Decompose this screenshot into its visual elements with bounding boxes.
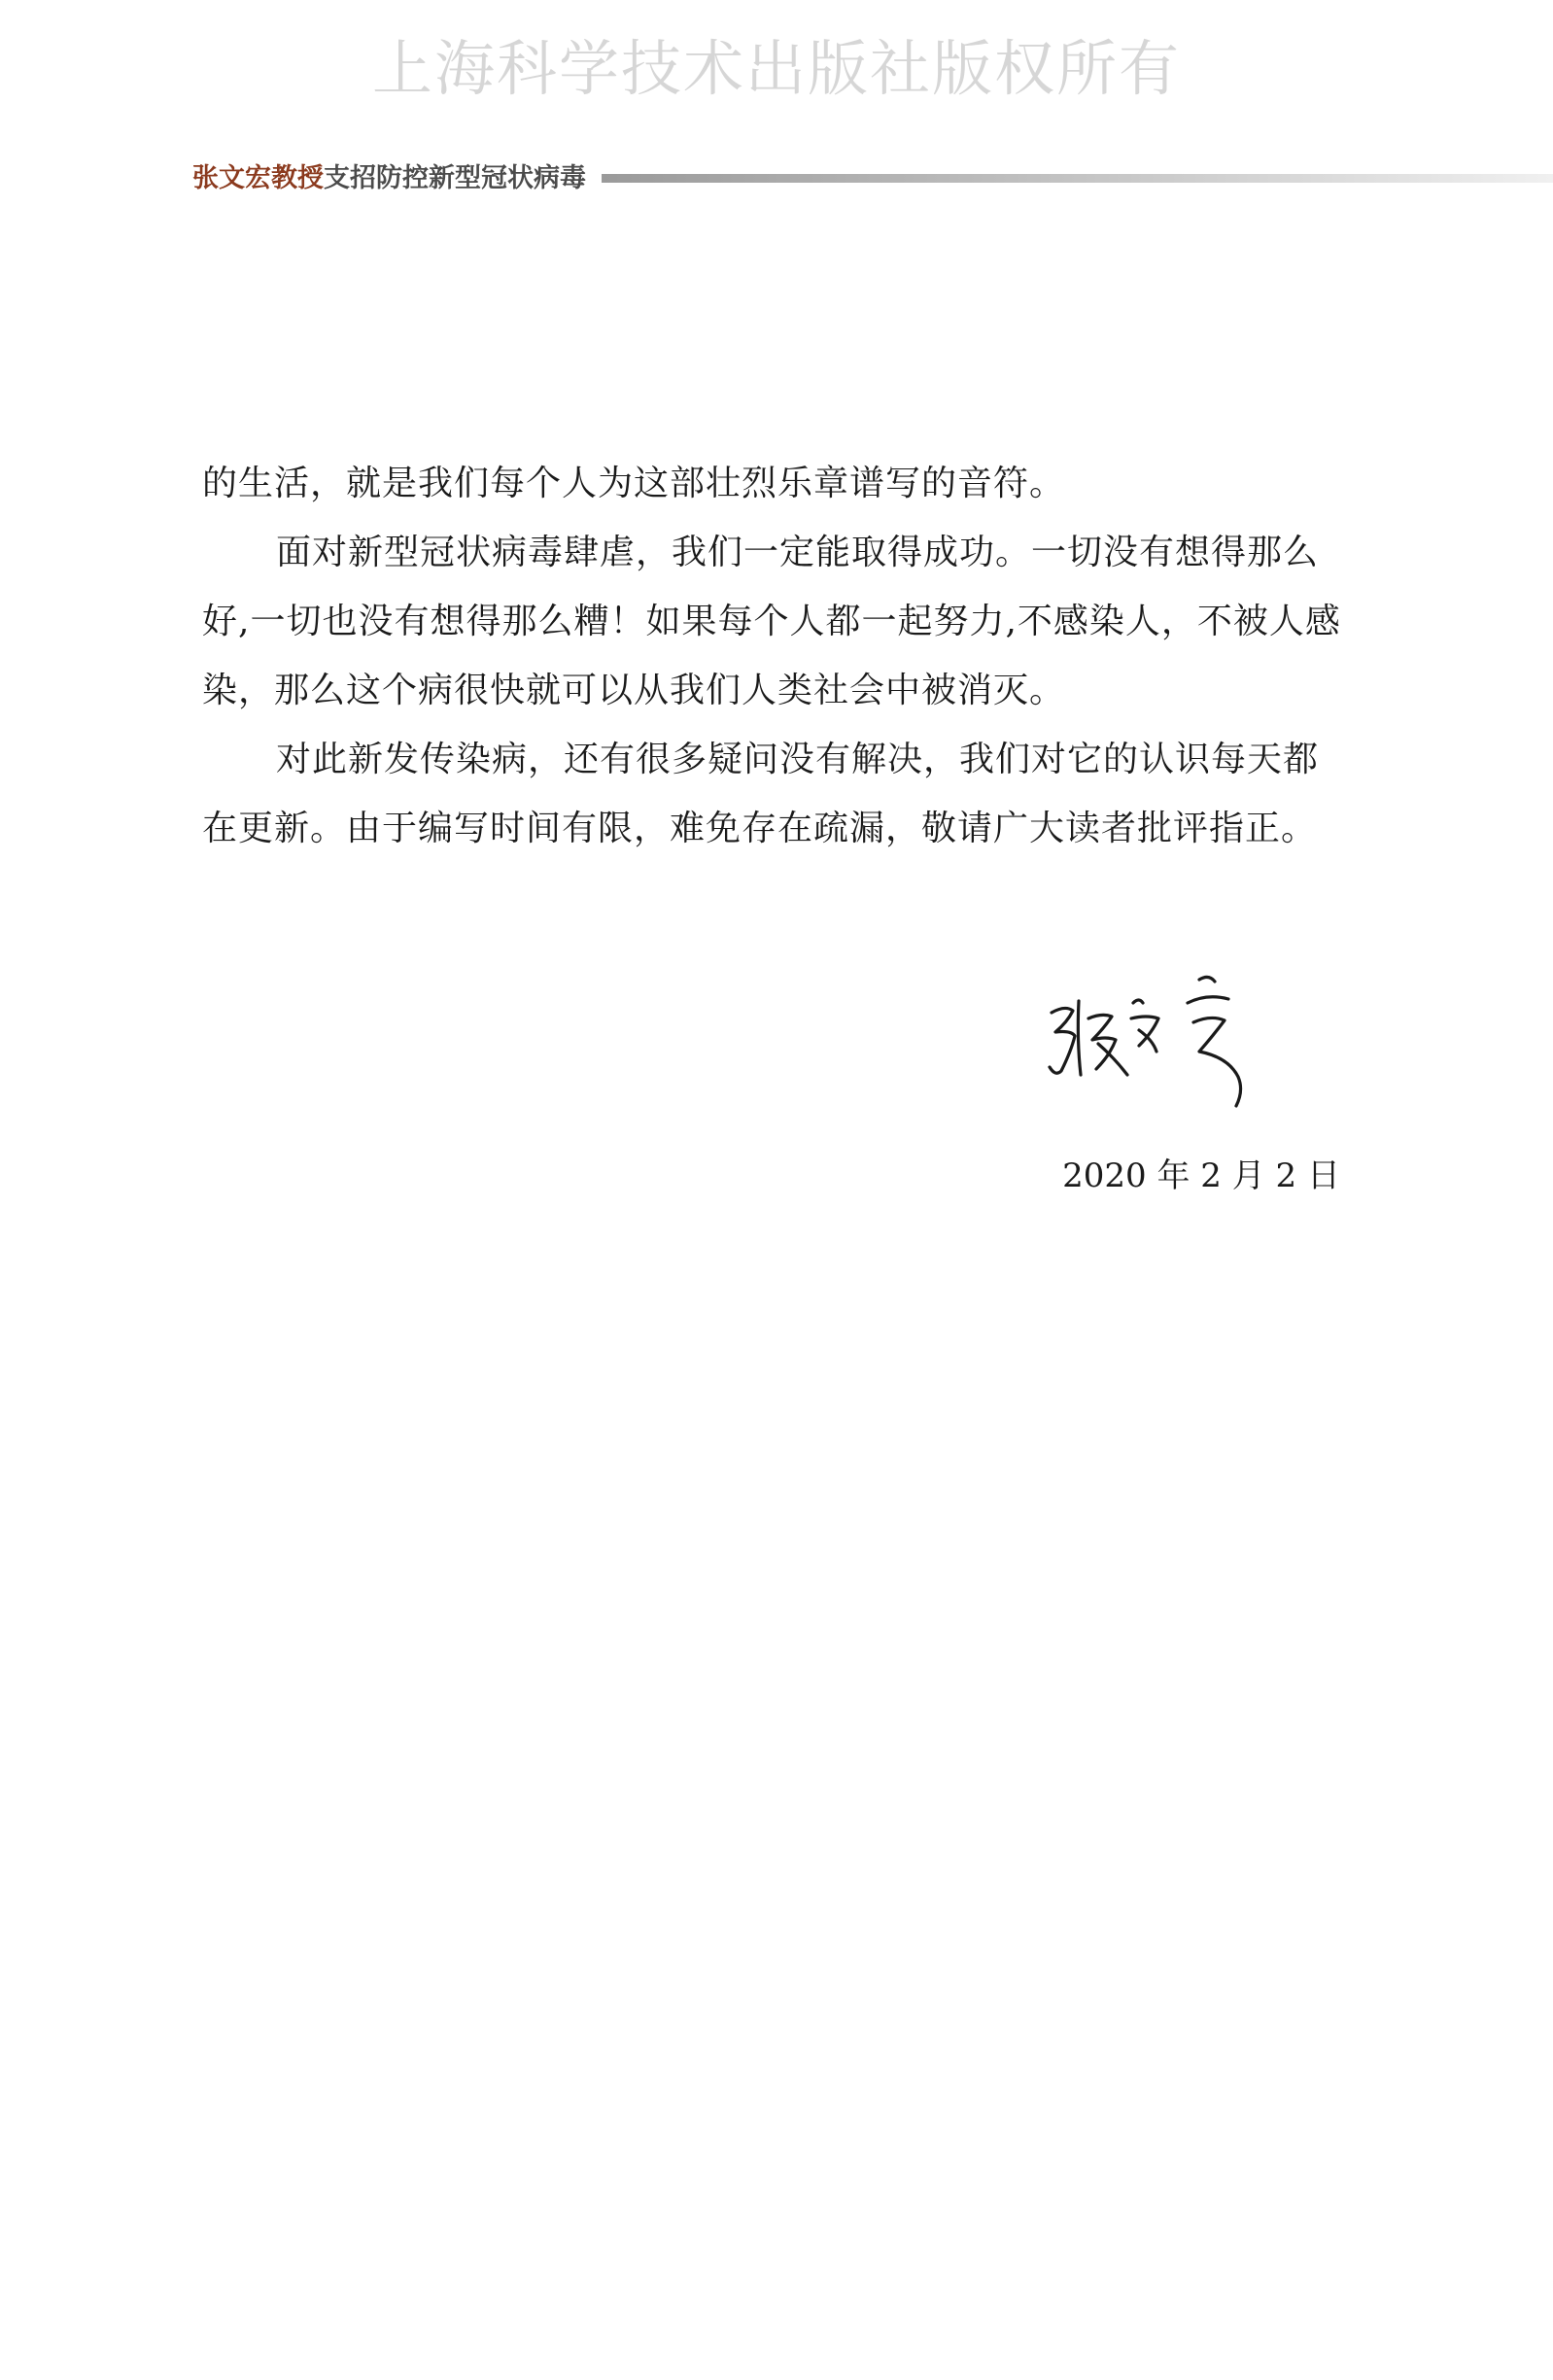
header-title [192,162,586,193]
watermark: 上海科学技术出版社版权所有 [371,33,1181,104]
paragraph-1: 面对新型冠状病毒肆虐，我们一定能取得成功。一切没有想得那么好,一切也没有想得那么糟！如果每个人都一起努力,不感染人，不被人感染，那么这个病很快就可以从我们人类社会中被消灭。 [202,533,1341,710]
header-author: 张文宏教授 [192,162,324,193]
handwritten-signature [1038,962,1271,1118]
body-text [202,449,1349,863]
header-rule [602,174,1553,183]
running-header [192,158,1553,197]
date: 2020 年 2 月 2 日 [1062,1156,1340,1195]
continuation-paragraph: 的生活，就是我们每个人为这部壮烈乐章谱写的音符。 [202,464,1066,503]
header-book-title: 支招防控新型冠状病毒 [324,162,586,193]
paragraph-2: 对此新发传染病，还有很多疑问没有解决，我们对它的认识每天都在更新。由于编写时间有限，难免存在疏漏，敬请广大读者批评指正。 [202,740,1320,848]
